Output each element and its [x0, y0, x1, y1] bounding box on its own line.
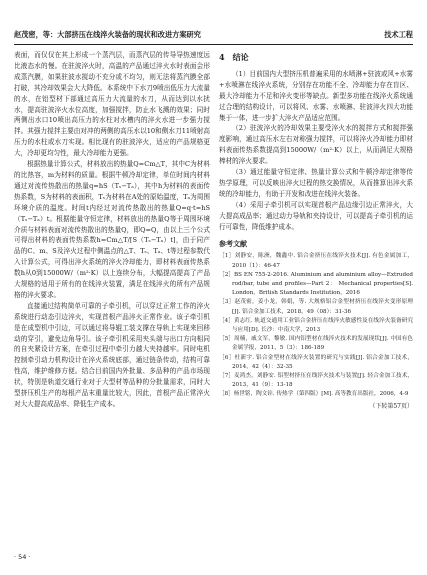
reference-item: ［6］杜新宇. 铝合金型材在线淬火装置的研究与实践[J]. 铝合金加工技术，2014，42（4）：32-35 [219, 354, 413, 370]
reference-item: ［2］BS EN 755-2-2016. Aluminium and aluminium alloy—Extruded rod/bar, tube and profiles—Part 2： Mechanical properties[S]. London，British Standards Institution，2016 [219, 271, 413, 297]
references-heading: 参考文献 [219, 238, 247, 248]
reference-item: ［3］赵茂密，姜小龙，韩娟，等. 大规格铝合金型材挤压在线淬火变形原理[J]. 铝合金加工技术，2018，49（08）：31-36 [219, 299, 413, 315]
reference-item: ［4］黄志红. 轨道交通用工业铝合金挤压在线淬火敏感性及在线淬火装备研究与应用[D]. 长沙：中南大学，2013 [219, 317, 413, 334]
conclusion-heading: 4 结论 [219, 52, 249, 62]
conclusion-paragraph: （3）通过能量守恒定律、热量计算公式和牛顿冷却定律等传热学原理，可以反映出淬火过程的热交换情况，从而推算出淬火系统的冷却能力，有助于开发和改进在线淬火装备。 [219, 168, 413, 198]
reference-item: ［8］杨世铭，陶文铨. 传热学（第四版）[M]. 高等教育出版社，2006，4-9 [219, 391, 409, 398]
continued-note: （下转第57页） [369, 402, 413, 410]
page-number: · 54 · [14, 553, 31, 561]
body-paragraph: 表面，而仅仅在其上形成一个蒸汽层，而蒸汽层的传导导热速度远比液态水的慢。在驻波淬火时，高温的产品通过淬火水时表面会形成蒸汽膜，如果驻波水搅动不充分或不均匀，则无法将蒸汽膜全部打破，其冷却效果会大大降低。本系统中下水刀9喷出低压力大流量的水，在铝型材下部通过高压力大流量的水刀，从而达到以水扰水，提高驻波淬火水位高度，加强搅拌，防止水飞溅的效果；同时两侧出水口10喷出高压力的水柱对水槽内的淬火水进一步强力搅拌。其强力搅拌主要由对冲的两侧的高压水以10和侧水刀11喷射高压力的水柱或水刀实现。相比现有的驻波淬火，适应的产品规格更大，冷却更均匀性，最大冷却能力更强。 [14, 51, 210, 158]
reference-item: ［5］周楠，戚文军，黎敏. 国内铝型材在线淬火技术的发展现状[J]. 中国有色金属学报，2011，5（3）：186-189 [219, 336, 413, 352]
left-column [14, 50, 210, 551]
header-rule [14, 44, 413, 45]
reference-item: ［1］刘静安，陈洲，魏鑫中. 铝合金挤压在线淬火技术[J]. 有色金属加工，2010（1）：46-47 [219, 253, 413, 269]
header-article-title: 赵茂密，等：大部挤压在线淬火装备的现状和改进方案研究 [14, 30, 201, 39]
running-header [14, 30, 413, 44]
right-column [219, 50, 413, 551]
body-paragraph: 直接通过结构简单可靠的子牵引机，可以穿过正常工作的淬火系统进行动态引边淬火，实现首根产品淬火正常作业。该子牵引机是在成型机中引边，可以通过将导辊工装支撑在导轨上实现来回移动的穿引，避免边角导引。该子牵引机采用夹头端与出口方向相同的自夹紧设计方案，在牵引过程中牵引力越大夹持越牢。同时电机控制牵引动力机构设计在淬火系统底部，通过链条传动，结构可靠性高，维护维修方便。结合目前国内外批量、多品种的产品市场现状，特别是轨道交通行业对于大型材等品种的分批量需求，同时大型挤压机生产的每根产品末重量比较大，因此，首根产品正常淬火对大大提高成品率、降低生产成本。 [14, 301, 210, 408]
reference-item: ［7］麦鸿杰，刘静安. 铝型材挤压在线淬火技术与装置[J]. 轻合金加工技术，2013，41（9）：13-18 [219, 373, 413, 389]
conclusion-paragraph: （2）驻波淬火的冷却效果主要受淬火水的搅拌方式和搅拌强度影响，通过高压水左右对称强力搅拌，可以将淬火冷却能力即材料表面传热系数提高到15000W/（m²·K）以上，从而满足大规格棒材的淬火要求。 [219, 124, 413, 166]
body-paragraph: 根据热量计算公式，材料放出的热量Q=Cm△T，其中C为材料的比热容，m为材料的质量。根据牛顿冷却定律，单位时间内材料通过对流传热散出的热量q=hS（Tₛ−Tₐ），其中h为材料的表面传热系数，S为材料的表面积，Tₛ为材料在A处的原始温度，Tₐ为周围环境介质的温度。时间t内经过对流传热散出的热量Q=q·t=hS（Tₛ−Tₐ）t。根据能量守恒定律，材料放出的热量Q等于周围环境介质与材料表面对流传热散出的热量Q，即Q=Q，由以上三个公式可得出材料的表面传热系数h=Cm△T/[S（Tₛ−Tₐ）t]，由于同产品的C、m、S及淬火过程中侧温点的△T、Tₛ、Tₐ、t等过程参数代入计算公式，可得出淬火系统的淬火冷却能力，即材料表面传热系数h从0到15000W/（m²·K）以上连续分布，大幅提高提高了产品大规格的适用于所有的在线淬火装置，满足在线淬火的所有产品规格的淬火要求。 [14, 160, 210, 299]
conclusion-paragraph: （4）采用子牵引机可以实现首根产品边缘引边正常淬火，大大提高成品率；通过动力导轨和夹持设计，可以提高子牵引机的运行可靠性，降低维护成本。 [219, 200, 413, 231]
header-section-name: 技术工程 [384, 30, 413, 39]
conclusion-paragraph: （1）目前国内大型挤压机普遍采用的水喷淋+驻波或风+水雾+水喷淋在线淬火系统，分别存在功能不全、冷却能力存在盲区、最大冷却能力不足和淬火变形等缺点。新型多功能在线淬火系统通过合理的结构设计，可以将风、水雾、水喷淋、驻波淬火四大功能集于一体，进一步扩大淬火产品适应范围。 [219, 69, 413, 122]
